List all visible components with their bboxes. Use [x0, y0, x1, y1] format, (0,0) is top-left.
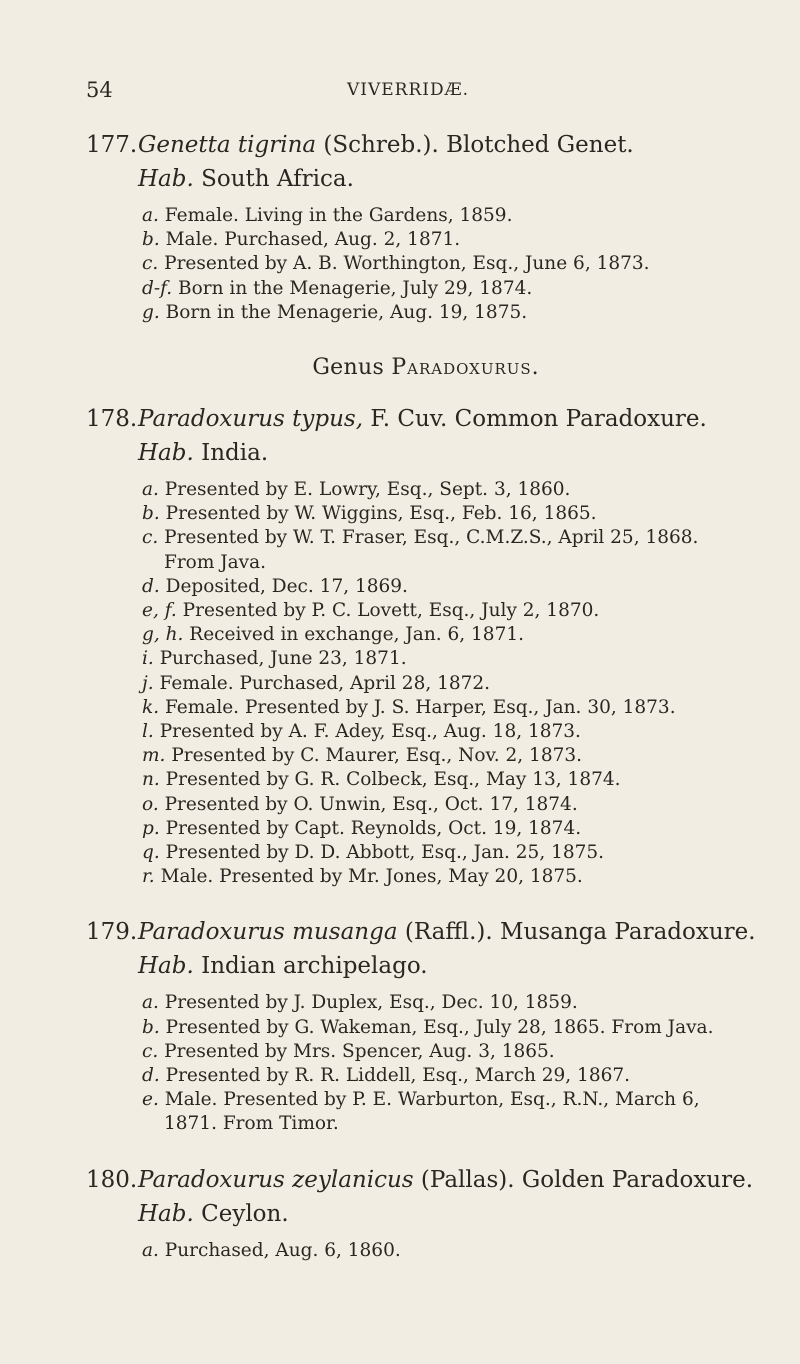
specimen-text: Female. Presented by J. S. Harper, Esq., Jan. 30, 1873.	[159, 696, 676, 718]
habitat-label: Hab.	[138, 440, 194, 467]
specimen-entry	[142, 204, 736, 228]
specimen-list	[86, 1239, 736, 1263]
specimen-entry	[142, 768, 736, 792]
specimen-text: Presented by E. Lowry, Esq., Sept. 3, 1860.	[158, 479, 571, 501]
specimen-text: Deposited, Dec. 17, 1869.	[159, 575, 408, 597]
specimen-entry	[142, 817, 736, 841]
specimen-text: Presented by Capt. Reynolds, Oct. 19, 1874.	[159, 817, 582, 839]
specimen-text: Received in exchange, Jan. 6, 1871.	[183, 624, 524, 646]
specimen-label: a.	[142, 992, 159, 1014]
specimen-text: Presented by W. T. Fraser, Esq., C.M.Z.S., April 25, 1868. From Java.	[158, 527, 699, 573]
specimen-entry	[142, 841, 736, 865]
habitat-value: South Africa.	[193, 166, 354, 192]
specimen-text: Presented by A. F. Adey, Esq., Aug. 18, 1873.	[153, 721, 581, 743]
specimen-label: i.	[142, 648, 154, 670]
specimen-label: c.	[142, 1040, 159, 1062]
specimen-text: Presented by Mrs. Spencer, Aug. 3, 1865.	[158, 1040, 555, 1062]
habitat-label: Hab.	[138, 1200, 194, 1227]
specimen-label: p.	[142, 817, 160, 839]
species-entry-178	[86, 402, 736, 889]
specimen-label: d.	[142, 1065, 160, 1087]
habitat-value: Indian archipelago.	[193, 953, 428, 980]
species-heading	[86, 128, 736, 162]
habitat-label: Hab.	[138, 166, 194, 192]
specimen-label: a.	[142, 479, 159, 501]
habitat-line	[86, 436, 736, 470]
specimen-text: Presented by G. Wakeman, Esq., July 28, 1865. From Java.	[159, 1016, 714, 1038]
specimen-entry	[142, 1016, 736, 1040]
species-number: 178.	[86, 406, 138, 433]
page-header	[86, 78, 730, 108]
specimen-label: a.	[142, 1239, 159, 1261]
species-number: 179.	[86, 919, 138, 946]
specimen-entry	[142, 228, 736, 252]
specimen-entry	[142, 502, 736, 526]
specimen-text: Male. Presented by P. E. Warburton, Esq., R.N., March 6, 1871. From Timor.	[158, 1089, 700, 1135]
species-name: Genetta tigrina	[138, 132, 317, 158]
specimen-entry	[142, 672, 736, 696]
specimen-entry	[142, 793, 736, 817]
genus-heading	[116, 355, 736, 380]
habitat-line	[86, 162, 736, 196]
specimen-text: Presented by P. C. Lovett, Esq., July 2, 1870.	[176, 600, 600, 622]
specimen-label: j.	[142, 672, 154, 694]
specimen-text: Presented by C. Maurer, Esq., Nov. 2, 1873.	[165, 745, 583, 767]
specimen-label: d.	[142, 575, 160, 597]
specimen-label: b.	[142, 229, 160, 251]
specimen-label: e.	[142, 1089, 159, 1111]
specimen-label: c.	[142, 253, 159, 275]
specimen-entry	[142, 1064, 736, 1088]
specimen-entry	[142, 696, 736, 720]
catalogue-content	[86, 128, 756, 1263]
specimen-label: a.	[142, 205, 159, 226]
specimen-text: Presented by O. Unwin, Esq., Oct. 17, 1874.	[158, 793, 578, 815]
species-name: Paradoxurus typus,	[138, 406, 364, 433]
genus-name: Paradoxurus.	[391, 355, 540, 381]
specimen-entry	[142, 623, 736, 647]
specimen-label: r.	[142, 866, 155, 888]
specimen-label: q.	[142, 842, 160, 864]
specimen-entry	[142, 647, 736, 671]
habitat-value: India.	[193, 440, 269, 467]
specimen-label: k.	[142, 696, 160, 718]
species-entry-177	[86, 128, 736, 325]
specimen-text: Male. Presented by Mr. Jones, May 20, 1875.	[154, 866, 583, 888]
specimen-label: e, f.	[142, 600, 177, 622]
specimen-entry	[142, 720, 736, 744]
specimen-entry	[142, 1239, 736, 1263]
specimen-text: Presented by J. Duplex, Esq., Dec. 10, 1859.	[158, 992, 578, 1014]
specimen-text: Presented by A. B. Worthington, Esq., June 6, 1873.	[158, 253, 650, 275]
specimen-text: Born in the Menagerie, Aug. 19, 1875.	[159, 301, 528, 323]
specimen-entry	[142, 744, 736, 768]
specimen-text: Presented by D. D. Abbott, Esq., Jan. 25, 1875.	[159, 842, 605, 864]
specimen-entry	[142, 865, 736, 889]
page-number: 54	[86, 78, 113, 102]
genus-prefix: Genus	[312, 355, 392, 381]
specimen-entry	[142, 252, 736, 276]
species-heading	[86, 1163, 754, 1197]
habitat-label: Hab.	[138, 953, 194, 980]
running-head: VIVERRIDÆ.	[346, 80, 470, 100]
specimen-label: o.	[142, 793, 159, 815]
specimen-text: Presented by G. R. Colbeck, Esq., May 13, 1874.	[159, 769, 621, 791]
specimen-text: Presented by R. R. Liddell, Esq., March 29, 1867.	[159, 1065, 631, 1087]
specimen-text: Presented by W. Wiggins, Esq., Feb. 16, 1865.	[159, 503, 597, 525]
specimen-label: g, h.	[142, 624, 184, 646]
specimen-entry	[142, 277, 736, 301]
habitat-value: Ceylon.	[193, 1200, 289, 1227]
specimen-label: b.	[142, 1016, 160, 1038]
species-number: 177.	[86, 132, 138, 158]
species-heading	[86, 402, 736, 436]
specimen-text: Born in the Menagerie, July 29, 1874.	[172, 277, 533, 299]
specimen-entry	[142, 301, 736, 325]
specimen-label: c.	[142, 527, 159, 549]
specimen-label: g.	[142, 301, 160, 323]
specimen-text: Female. Living in the Gardens, 1859.	[158, 205, 513, 226]
species-name: Paradoxurus zeylanicus	[138, 1166, 414, 1193]
specimen-text: Purchased, Aug. 6, 1860.	[158, 1239, 401, 1261]
specimen-label: l.	[142, 721, 154, 743]
specimen-label: n.	[142, 769, 160, 791]
species-heading	[86, 915, 756, 949]
specimen-label: d-f.	[142, 277, 173, 299]
specimen-list	[86, 204, 736, 325]
species-entry-179	[86, 915, 756, 1136]
specimen-text: Female. Purchased, April 28, 1872.	[153, 672, 491, 694]
specimen-list	[86, 478, 736, 889]
specimen-list	[86, 991, 736, 1136]
species-name: Paradoxurus musanga	[138, 919, 398, 946]
specimen-label: b.	[142, 503, 160, 525]
specimen-entry	[142, 526, 736, 574]
habitat-line	[86, 1197, 736, 1231]
specimen-entry	[142, 478, 736, 502]
specimen-label: m.	[142, 745, 166, 767]
species-authority: (Schreb.). Blotched Genet.	[316, 132, 634, 158]
species-entry-180	[86, 1163, 754, 1263]
specimen-entry	[142, 1088, 736, 1136]
specimen-text: Purchased, June 23, 1871.	[153, 648, 407, 670]
specimen-entry	[142, 991, 736, 1015]
specimen-entry	[142, 599, 736, 623]
specimen-entry	[142, 1040, 736, 1064]
species-authority: (Pallas). Golden Paradoxure.	[413, 1166, 754, 1193]
species-authority: F. Cuv. Common Paradoxure.	[363, 406, 707, 433]
habitat-line	[86, 949, 736, 983]
species-number: 180.	[86, 1166, 138, 1193]
specimen-entry	[142, 575, 736, 599]
specimen-text: Male. Purchased, Aug. 2, 1871.	[159, 229, 461, 251]
species-authority: (Raffl.). Musanga Paradoxure.	[397, 919, 756, 946]
